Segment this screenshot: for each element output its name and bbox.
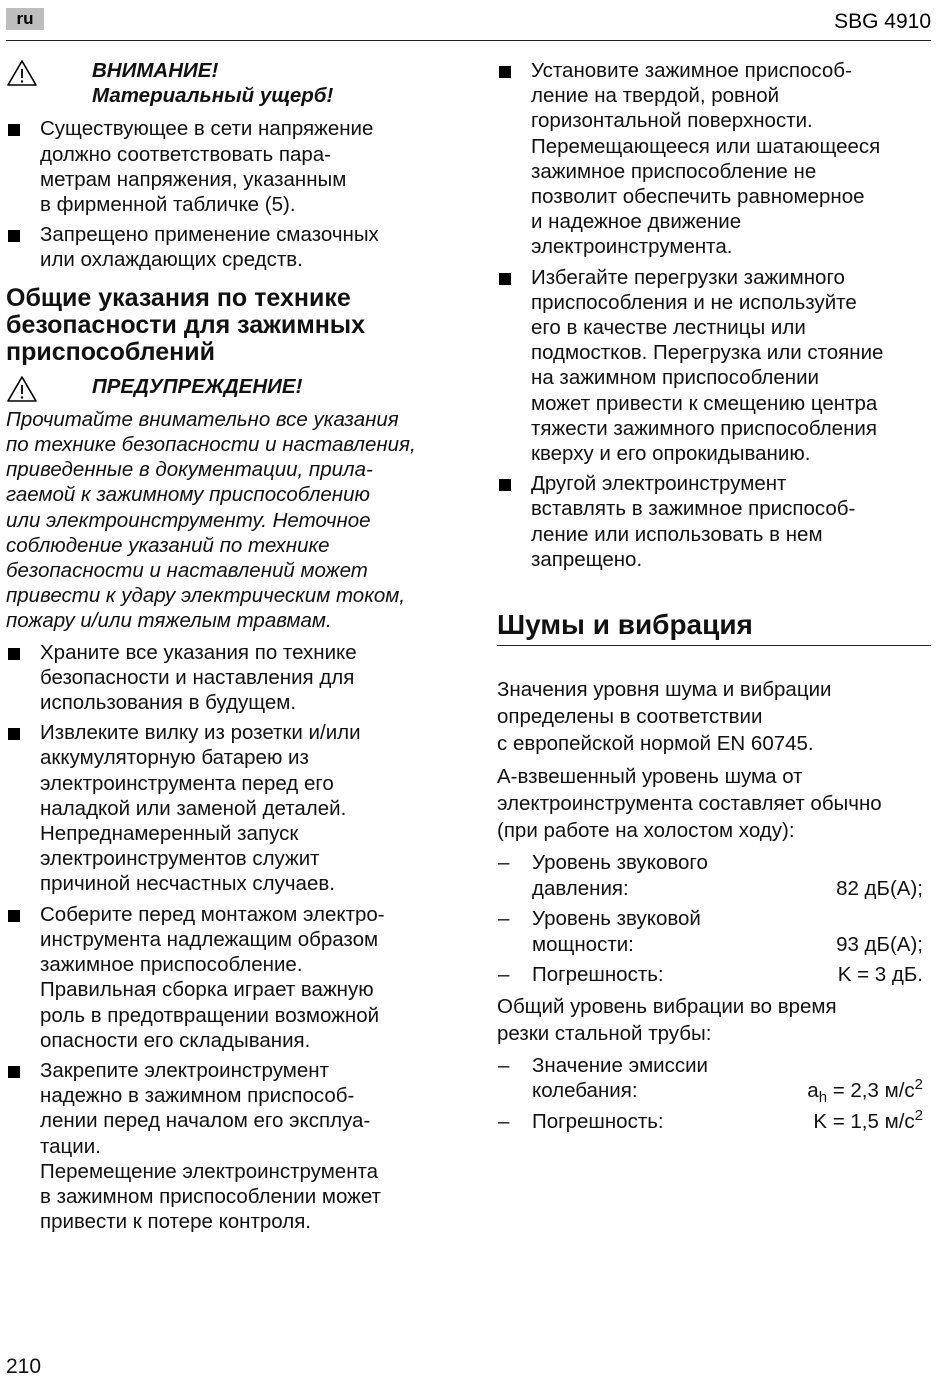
spec-value [813, 1106, 923, 1135]
text-line: опасности его складывания. [40, 1028, 311, 1052]
text-line: зажимное приспособление не [531, 159, 817, 183]
spec-value-superscript: 2 [914, 1106, 923, 1124]
text-line: гаемой к зажимному приспособлению [6, 483, 370, 507]
text-line: привести к потере контроля. [40, 1210, 311, 1234]
text-line: Запрещено применение смазочных [40, 223, 379, 247]
text-line: использования в будущем. [40, 691, 297, 715]
spec-value-superscript: 2 [914, 1076, 923, 1094]
spec-value-number: = 2,3 м/с [827, 1079, 915, 1103]
text-line: надежно в зажимном приспособ- [40, 1084, 355, 1108]
spec-label: – Погрешность: [532, 1109, 664, 1133]
list-item [497, 471, 931, 572]
text-line: может привести к смещению центра [531, 391, 878, 415]
text-line: в зажимном приспособлении может [40, 1184, 381, 1208]
spec-sound-power [497, 906, 931, 957]
text-line: наладкой или заменой деталей. [40, 796, 347, 820]
text-line: с европейской нормой EN 60745. [497, 732, 814, 756]
warning-triangle-icon [6, 375, 38, 403]
spec-value: 82 дБ(A); [836, 876, 923, 900]
text-line: электроинструмента. [531, 235, 733, 259]
spec-label: давления: [532, 876, 629, 900]
spec-sound-pressure [497, 850, 931, 901]
text-line: тации. [40, 1134, 101, 1158]
text-line: Избегайте перегрузки зажимного [531, 265, 845, 289]
text-line: Общие указания по технике [6, 283, 351, 312]
text-line: Существующее в сети напряжение [40, 117, 374, 141]
text-line: Установите зажимное приспособ- [531, 59, 852, 82]
spec-label: мощности: [532, 932, 634, 956]
text-line: кверху и его опрокидыванию. [531, 442, 811, 466]
text-line: или охлаждающих средств. [40, 248, 303, 272]
spec-value: K = 3 дБ. [837, 963, 923, 987]
text-line: или электроинструменту. Неточное [6, 508, 371, 532]
spec-value [807, 1076, 923, 1107]
text-line: безопасности и наставлений может [6, 559, 368, 583]
text-line: соблюдение указаний по технике [6, 533, 330, 557]
list-item [6, 1058, 438, 1234]
spec-vibration-emission [497, 1053, 931, 1107]
text-line: метрам напряжения, указанным [40, 167, 347, 191]
text-line: запрещено. [531, 547, 643, 571]
text-line: вставлять в зажимное приспособ- [531, 497, 856, 521]
section-title-noise: Шумы и вибрация [497, 609, 931, 646]
text-line: роль в предотвращении возможной [40, 1003, 380, 1027]
text-line: лении перед началом его эксплуа- [40, 1109, 371, 1133]
safety-intro-text [6, 407, 438, 634]
text-line: безопасности для зажимных [6, 310, 366, 339]
section-title-safety [6, 285, 438, 366]
text-line: привести к удару электрическим током, [6, 584, 406, 608]
text-line: тяжести зажимного приспособления [531, 416, 877, 440]
text-line: (при работе на холостом ходу): [497, 819, 795, 843]
text-line: в фирменной табличке (5). [40, 193, 296, 217]
text-line: приведенные в документации, прила- [6, 458, 373, 482]
spec-value: 93 дБ(A); [836, 932, 923, 956]
caution-warning [6, 374, 438, 399]
material-damage-warning [6, 58, 438, 108]
noise-level-paragraph [497, 763, 931, 844]
text-line: приспособлений [6, 337, 215, 366]
vibration-paragraph [497, 993, 931, 1047]
spec-vibration-uncertainty [497, 1106, 931, 1135]
text-line: электроинструмента составляет обычно [497, 792, 882, 816]
text-line: Значения уровня шума и вибрации [497, 678, 832, 702]
spec-label: – Уровень звуковой [532, 907, 701, 931]
text-line: пожару и/или тяжелым травмам. [6, 609, 332, 633]
text-line: причиной несчастных случаев. [40, 872, 335, 896]
text-line: по технике безопасности и наставления, [6, 433, 416, 457]
text-line: приспособления и не используйте [531, 290, 857, 314]
spec-label: – Уровень звукового [532, 851, 708, 875]
warning-title: ВНИМАНИЕ! [92, 59, 219, 82]
text-line: и надежное движение [531, 210, 742, 234]
left-column [6, 58, 438, 1239]
text-line: его в качестве лестницы или [531, 316, 806, 340]
text-line: аккумуляторную батарею из [40, 746, 309, 770]
spec-value-symbol: a [807, 1079, 819, 1103]
text-line: Непреднамеренный запуск [40, 822, 299, 846]
text-line: Храните все указания по технике [40, 640, 357, 664]
text-line: ление на твердой, ровной [531, 84, 780, 108]
spec-label: – Значение эмиссии [532, 1053, 709, 1077]
text-line: электроинструментов служит [40, 847, 320, 871]
text-line: Извлеките вилку из розетки и/или [40, 721, 361, 745]
right-column [497, 58, 931, 1139]
warning-title: ПРЕДУПРЕЖДЕНИЕ! [92, 374, 303, 398]
text-line: Перемещающееся или шатающееся [531, 134, 881, 158]
list-item [6, 640, 438, 716]
list-item [497, 58, 931, 260]
text-line: горизонтальной поверхности. [531, 109, 813, 133]
list-item [6, 222, 438, 272]
text-line: резки стальной трубы: [497, 1021, 712, 1045]
text-line: Перемещение электроинструмента [40, 1159, 379, 1183]
list-item [6, 902, 438, 1053]
text-line: Правильная сборка играет важную [40, 978, 374, 1002]
text-line: зажимное приспособление. [40, 953, 303, 977]
text-line: на зажимном приспособлении [531, 366, 819, 390]
warning-subtitle: Материальный ущерб! [92, 84, 334, 108]
spec-label: – Погрешность: [532, 963, 664, 987]
warning-triangle-icon [6, 59, 38, 87]
text-line: подмостков. Перегрузка или стояние [531, 341, 884, 365]
text-line: Прочитайте внимательно все указания [6, 407, 399, 431]
bullet-list-top [6, 116, 438, 272]
text-line: безопасности и наставления для [40, 665, 355, 689]
spec-value-subscript: h [818, 1089, 828, 1107]
text-line: ление или использовать в нем [531, 522, 823, 546]
spec-noise-uncertainty [497, 962, 931, 988]
text-line: Другой электроинструмент [531, 472, 787, 496]
text-line: должно соответствовать пара- [40, 142, 331, 166]
text-line: электроинструмента перед его [40, 771, 334, 795]
list-item [6, 720, 438, 896]
bullet-list-safety [6, 640, 438, 1235]
text-line: Закрепите электроинструмент [40, 1058, 329, 1082]
text-line: позволит обеспечить равномерное [531, 185, 865, 209]
noise-intro-paragraph [497, 676, 931, 757]
text-line: Соберите перед монтажом электро- [40, 902, 385, 926]
header-divider [6, 40, 931, 41]
model-name: SBG 4910 [834, 10, 931, 33]
language-badge: ru [6, 8, 44, 30]
list-item [6, 116, 438, 217]
list-item [497, 265, 931, 467]
text-line: определены в соответствии [497, 705, 763, 729]
spec-value-number: K = 1,5 м/с [813, 1109, 915, 1133]
spec-label: колебания: [532, 1079, 638, 1103]
text-line: Общий уровень вибрации во время [497, 994, 837, 1018]
bullet-list-setup [497, 58, 931, 572]
page-number: 210 [6, 1355, 42, 1378]
text-line: А-взвешенный уровень шума от [497, 765, 803, 789]
text-line: инструмента надлежащим образом [40, 927, 379, 951]
